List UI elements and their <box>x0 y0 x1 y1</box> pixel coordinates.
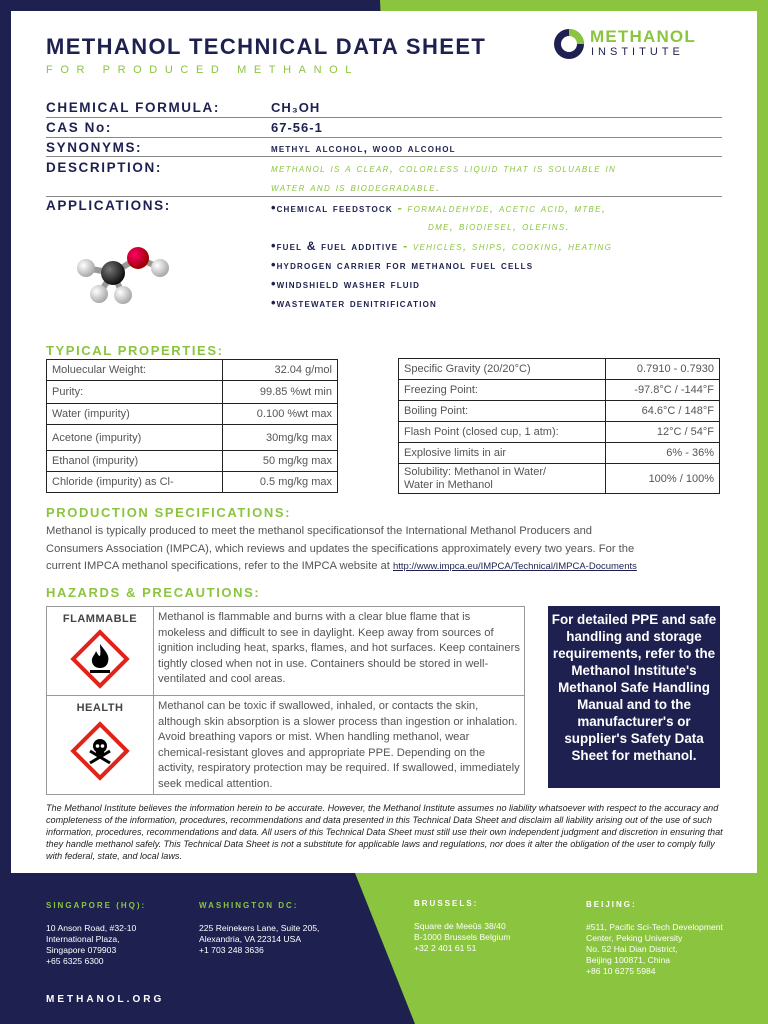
table-row: Water (impurity) 0.100 %wt max <box>47 404 338 425</box>
application-item: •fuel & fuel additive - vehicles, ships, cooking, heating <box>271 238 613 253</box>
synonyms-value: methyl alcohol, wood alcohol <box>271 141 456 155</box>
page-title: METHANOL TECHNICAL DATA SHEET <box>46 34 487 59</box>
divider <box>46 137 722 138</box>
logo-word-methanol: METHANOL <box>590 27 696 46</box>
production-heading: PRODUCTION SPECIFICATIONS: <box>46 505 292 520</box>
bullet: • <box>271 200 277 215</box>
formula-value: CH₃OH <box>271 100 321 115</box>
cas-label: CAS No: <box>46 120 112 135</box>
disclaimer: The Methanol Institute believes the information herein to be accurate. However, the Methanol Institute assumes no liability whatsoever with respect to the accuracy and completeness of the information, procedures, recommendations and data presented in this Technical Data Sheet and disclaim all liability arising out of the use of such information, procedures, recommendations and data. All users of this Technical Data Sheet must still use their own independent judgment and discretion in ensuring that they handle methanol safely. This Technical Data Sheet is not a substitute for applicable laws and regulations, nor does it alter the obligation of the user to comply fully with federal, state, and local laws. <box>46 803 723 861</box>
table-row: Boiling Point: 64.6°C / 148°F <box>399 401 720 422</box>
office-washington: WASHINGTON DC: 225 Reinekers Lane, Suite 205, Alexandria, VA 22314 USA +1 703 248 3636 <box>199 901 320 955</box>
methanol-molecule-image <box>66 238 186 318</box>
description-line-1: methanol is a clear, colorless liquid that is soluable in <box>271 161 617 175</box>
table-row: Moluecular Weight: 32.04 g/mol <box>47 360 338 381</box>
table-row: Explosive limits in air 6% - 36% <box>399 443 720 464</box>
skull-pictogram-icon <box>70 720 130 782</box>
table-row: Specific Gravity (20/20°C) 0.7910 - 0.7930 <box>399 359 720 380</box>
cas-value: 67-56-1 <box>271 120 323 135</box>
hazards-table <box>46 606 525 795</box>
hazards-heading: HAZARDS & PRECAUTIONS: <box>46 585 261 600</box>
office-singapore: SINGAPORE (HQ): 10 Anson Road, #32-10 International Plaza, Singapore 079903 +65 6325 6300 <box>46 901 147 966</box>
ppe-callout-box: For detailed PPE and safe handling and storage requirements, refer to the Methanol Institute's Methanol Safe Handling Manual and to the manufacturer's or supplier's Safety Data Sheet for methanol. <box>548 606 720 788</box>
table-row: Freezing Point: -97.8°C / -144°F <box>399 380 720 401</box>
typical-properties-heading: TYPICAL PROPERTIES: <box>46 343 224 358</box>
table-row <box>47 607 525 696</box>
logo-mark-icon <box>552 27 586 61</box>
flame-pictogram-icon <box>70 629 130 689</box>
application-item: •windshield washer fluid <box>271 276 421 291</box>
description-label: DESCRIPTION: <box>46 160 162 175</box>
table-row: Ethanol (impurity) 50 mg/kg max <box>47 451 338 472</box>
applications-label: APPLICATIONS: <box>46 198 171 213</box>
hazard-label-cell <box>47 607 154 696</box>
formula-label: CHEMICAL FORMULA: <box>46 100 220 115</box>
table-row: Acetone (impurity) 30mg/kg max <box>47 425 338 451</box>
synonyms-label: SYNONYMS: <box>46 140 143 155</box>
office-brussels: BRUSSELS: Square de Meeûs 38/40 B-1000 Brussels Belgium +32 2 401 61 51 <box>414 899 511 953</box>
table-row: Purity: 99.85 %wt min <box>47 381 338 404</box>
application-item: •wastewater denitrification <box>271 295 438 310</box>
logo-word-institute: INSTITUTE <box>591 46 684 58</box>
table-row: Chloride (impurity) as Cl- 0.5 mg/kg max <box>47 472 338 493</box>
production-paragraph: Methanol is typically produced to meet the methanol specificationsof the International Methanol Producers and Consumers Association (IMPCA), which reviews and updates the specifications approximately every two years. For the current IMPCA methanol specifications, refer to the IMPCA website at http://www.impca.eu/IMPCA/Technical/IMPCA-Documents <box>46 525 637 572</box>
page-subtitle: FOR PRODUCED METHANOL <box>46 64 359 76</box>
divider <box>46 196 722 197</box>
flammable-text: Methanol is flammable and burns with a clear blue flame that is mokeless and difficult to see in daylight. Keep away from sources of ignition including heat, sparks, flames, and hot surfaces. Keep containers tightly closed when not in use. Containers should be stored in well-ventilated and cool areas. <box>154 607 525 696</box>
health-label: HEALTH <box>76 702 124 714</box>
hazard-label-cell <box>47 696 154 795</box>
flammable-label: FLAMMABLE <box>62 613 138 625</box>
table-row <box>47 696 525 795</box>
website-link[interactable]: METHANOL.ORG <box>46 994 165 1005</box>
table-row: Solubility: Methanol in Water/ Water in Methanol 100% / 100% <box>399 464 720 494</box>
application-item-detail: dme, biodiesel, olefins. <box>428 219 571 233</box>
impca-link[interactable]: http://www.impca.eu/IMPCA/Technical/IMPCA-Documents <box>392 561 637 572</box>
application-item: •hydrogen carrier for methanol fuel cells <box>271 257 534 272</box>
divider <box>46 156 722 157</box>
health-text: Methanol can be toxic if swallowed, inhaled, or contacts the skin, although skin absorption is a slower process than ingestion or inhalation. Avoid breathing vapors or mist. When handling methanol, wear chemical-resistant gloves and appropriate PPE. Depending on the activity, respiratory protection may be required. If swallowed, immediately seek medical attention. <box>154 696 525 795</box>
table-row: Flash Point (closed cup, 1 atm): 12°C / 54°F <box>399 422 720 443</box>
properties-table-right <box>398 358 720 494</box>
application-item: •chemical feedstock - formaldehyde, acetic acid, mtbe, <box>271 200 607 215</box>
office-beijing: BEIJING: #511, Pacific Sci-Tech Development Center, Peking University No. 52 Hai Dian District, Beijing 100871, China +86 10 6275 5984 <box>586 900 723 976</box>
divider <box>46 117 722 118</box>
properties-table-left <box>46 359 338 493</box>
methanol-institute-logo <box>552 27 717 61</box>
description-line-2: water and is biodegradable. <box>271 180 441 194</box>
